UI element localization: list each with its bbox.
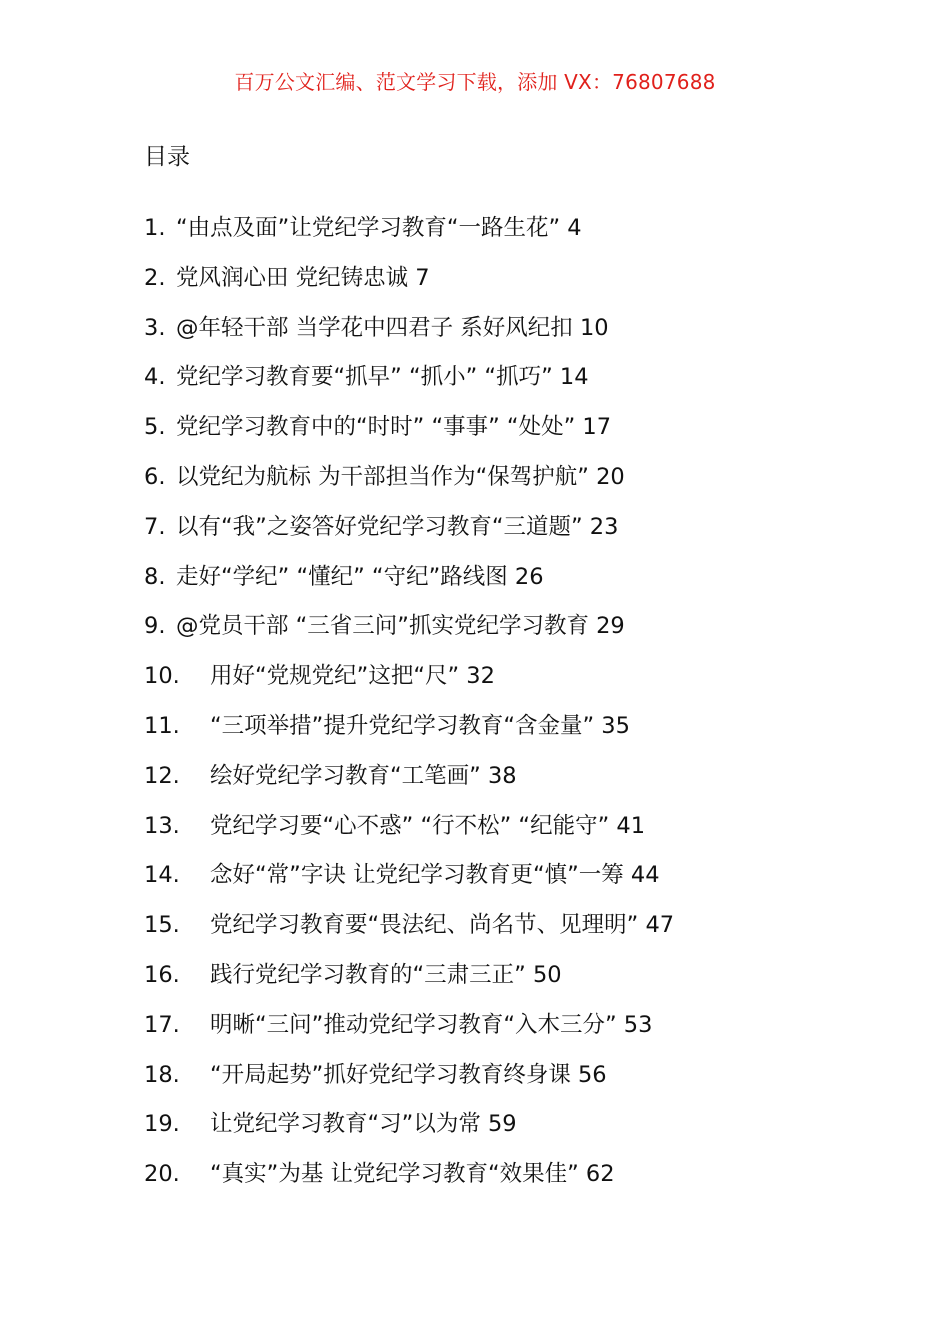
toc-item[interactable] (144, 606, 864, 656)
toc-item-text: @年轻干部 当学花中四君子 系好风纪扣 10 (176, 314, 609, 341)
toc-item-number: 3. (144, 314, 166, 341)
toc-item[interactable] (144, 1005, 864, 1055)
toc-item-number: 18. (144, 1061, 180, 1088)
toc-item-number: 11. (144, 712, 180, 739)
toc-item[interactable] (144, 407, 864, 457)
toc-item-text: 践行党纪学习教育的“三肃三正” 50 (210, 961, 562, 988)
toc-item-number: 9. (144, 613, 166, 640)
toc-item-number: 16. (144, 961, 180, 988)
toc-item[interactable] (144, 1104, 864, 1154)
toc-item[interactable] (144, 706, 864, 756)
toc-item-text: 党纪学习教育要“抓早” “抓小” “抓巧” 14 (176, 364, 589, 391)
toc-item[interactable] (144, 507, 864, 557)
toc-item[interactable] (144, 955, 864, 1005)
toc-item-text: 走好“学纪” “懂纪” “守纪”路线图 26 (176, 563, 544, 590)
toc-item[interactable] (144, 457, 864, 507)
toc-item-text: “真实”为基 让党纪学习教育“效果佳” 62 (210, 1161, 615, 1188)
toc-item[interactable] (144, 905, 864, 955)
toc-item[interactable] (144, 308, 864, 358)
toc-item-number: 12. (144, 762, 180, 789)
toc-item-number: 5. (144, 414, 166, 441)
toc-item[interactable] (144, 1055, 864, 1105)
toc-item-number: 17. (144, 1011, 180, 1038)
toc-item[interactable] (144, 557, 864, 607)
toc-item-text: 绘好党纪学习教育“工笔画” 38 (210, 762, 517, 789)
toc-item[interactable] (144, 756, 864, 806)
toc-item-text: 明晰“三问”推动党纪学习教育“入木三分” 53 (210, 1011, 653, 1038)
toc-item-text: 念好“常”字诀 让党纪学习教育更“慎”一筹 44 (210, 862, 660, 889)
toc-item[interactable] (144, 357, 864, 407)
watermark-header: 百万公文汇编、范文学习下载，添加 VX：76807688 (234, 70, 716, 94)
toc-item-text: 党纪学习要“心不惑” “行不松” “纪能守” 41 (210, 812, 646, 839)
toc-item[interactable] (144, 208, 864, 258)
toc-item-number: 6. (144, 463, 166, 490)
toc-item-text: 党风润心田 党纪铸忠诚 7 (176, 264, 430, 291)
toc-item-number: 14. (144, 862, 180, 889)
toc-item[interactable] (144, 258, 864, 308)
toc-item[interactable] (144, 1154, 864, 1204)
toc-item-text: 以有“我”之姿答好党纪学习教育“三道题” 23 (176, 513, 619, 540)
toc-item-text: 党纪学习教育要“畏法纪、尚名节、见理明” 47 (210, 912, 675, 939)
toc-item-text: 以党纪为航标 为干部担当作为“保驾护航” 20 (176, 463, 625, 490)
toc-item-number: 1. (144, 215, 166, 241)
toc-item-number: 13. (144, 812, 180, 839)
toc-item-text: 用好“党规党纪”这把“尺” 32 (210, 663, 495, 690)
toc-item-text: “开局起势”抓好党纪学习教育终身课 56 (210, 1061, 607, 1088)
toc-item-number: 15. (144, 912, 180, 939)
toc-item-number: 10. (144, 663, 180, 690)
toc-item-number: 19. (144, 1111, 180, 1138)
toc-item-text: 党纪学习教育中的“时时” “事事” “处处” 17 (176, 414, 612, 441)
toc-item-text: @党员干部 “三省三问”抓实党纪学习教育 29 (176, 613, 625, 640)
toc-item[interactable] (144, 806, 864, 856)
toc-title: 目录 (144, 144, 190, 170)
toc-item-text: “由点及面”让党纪学习教育“一路生花” 4 (176, 215, 582, 241)
toc-item[interactable] (144, 656, 864, 706)
toc-item-number: 7. (144, 513, 166, 540)
toc-item-text: “三项举措”提升党纪学习教育“含金量” 35 (210, 712, 630, 739)
toc-item-text: 让党纪学习教育“习”以为常 59 (210, 1111, 517, 1138)
toc-item-number: 20. (144, 1161, 180, 1188)
toc-item-number: 4. (144, 364, 166, 391)
table-of-contents (144, 208, 864, 1204)
toc-item[interactable] (144, 855, 864, 905)
toc-item-number: 2. (144, 264, 166, 291)
toc-item-number: 8. (144, 563, 166, 590)
